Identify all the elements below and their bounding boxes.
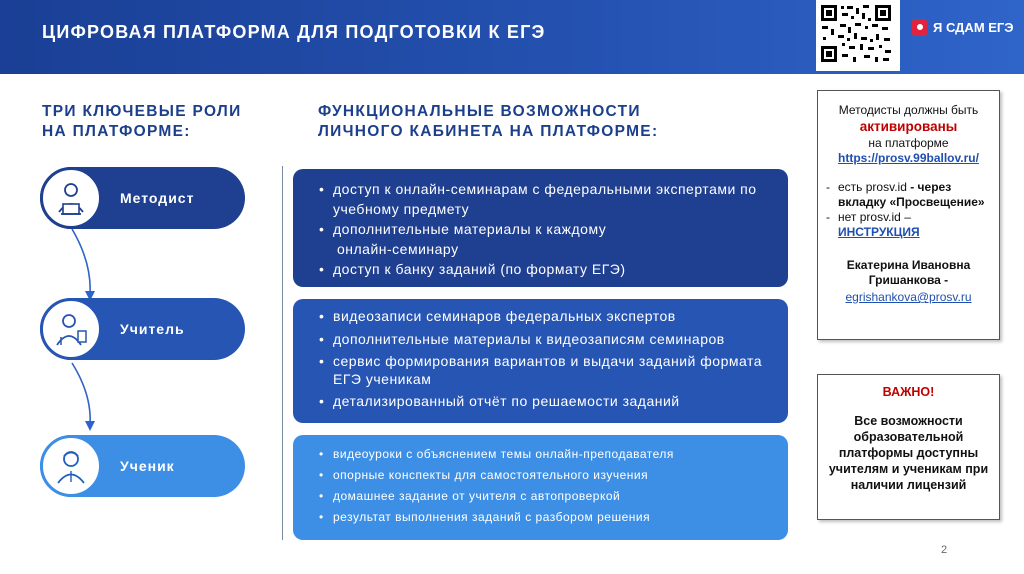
qr-code-icon (816, 0, 900, 71)
note-item-bold: - через вкладку «Просвещение» (838, 180, 985, 209)
teacher-icon (40, 298, 102, 360)
role-label-teacher: Учитель (120, 321, 185, 337)
important-text: Все возможности образовательной платформы доступны учителям и ученикам при наличии лицензий (828, 414, 989, 492)
role-label-student: Ученик (120, 458, 175, 474)
platform-link[interactable]: https://prosv.99ballov.ru/ (838, 151, 979, 165)
instruction-link[interactable]: ИНСТРУКЦИЯ (838, 225, 920, 239)
role-label-methodist: Методист (120, 190, 195, 206)
feature-item: • опорные конспекты для самостоятельного изучения (333, 465, 774, 486)
feature-item: • дополнительные материалы к видеозаписям семинаров (333, 329, 774, 349)
feature-item: • результат выполнения заданий с разбором решения (333, 507, 774, 528)
roles-section-title: ТРИ КЛЮЧЕВЫЕ РОЛИ НА ПЛАТФОРМЕ: (42, 103, 242, 140)
header-bar (0, 0, 1024, 74)
feature-item: • домашнее задание от учителя с автопроверкой (333, 486, 774, 507)
contact-name: Екатерина Ивановна Гришанкова - (846, 258, 971, 287)
logo-text: Я СДАМ ЕГЭ (933, 19, 1014, 35)
contact-email-link[interactable]: egrishankova@prosv.ru (845, 290, 972, 304)
student-icon (40, 435, 102, 497)
activated-text: активированы (859, 119, 958, 134)
methodist-icon (40, 167, 102, 229)
note-item-prefix: есть prosv.id (838, 180, 911, 194)
role-methodist (40, 167, 245, 229)
note-line: Методисты должны быть (838, 103, 979, 117)
features-box-teacher (293, 299, 788, 423)
note-item-prefix: нет prosv.id – (838, 210, 911, 224)
feature-item: • дополнительные материалы к каждому (333, 219, 774, 239)
methodist-activation-note: Методисты должны быть активированы на платформе https://prosv.99ballov.ru/ - есть prosv.id - через вкладку «Просвещение» - нет prosv.id – ИНСТРУКЦИЯ Екатерина Ивановна Гришанкова - egrishankova@prosv.ru (817, 90, 1000, 340)
note-line: на платформе (868, 136, 949, 150)
feature-item: • детализированный отчёт по решаемости заданий (333, 391, 774, 411)
page-title: ЦИФРОВАЯ ПЛАТФОРМА ДЛЯ ПОДГОТОВКИ К ЕГЭ (42, 22, 546, 42)
feature-item-continuation-text: онлайн-семинару (337, 241, 459, 257)
divider-line (282, 166, 283, 540)
logo-mark-icon (912, 19, 927, 36)
feature-item-continuation (333, 239, 774, 259)
brand-logo (912, 15, 1014, 39)
features-box-student (293, 435, 788, 540)
feature-item: • видеоуроки с объяснением темы онлайн-преподавателя (333, 444, 774, 465)
feature-item: • видеозаписи семинаров федеральных экспертов (333, 306, 774, 326)
important-label: ВАЖНО! (882, 385, 935, 399)
important-note (817, 374, 1000, 520)
feature-item: • сервис формирования вариантов и выдачи заданий формата ЕГЭ ученикам (333, 352, 774, 388)
feature-item: • доступ к банку заданий (по формату ЕГЭ) (333, 259, 774, 279)
features-box-methodist (293, 169, 788, 287)
feature-item: • доступ к онлайн-семинарам с федеральными экспертами по учебному предмету (333, 179, 774, 219)
features-section-title: ФУНКЦИОНАЛЬНЫЕ ВОЗМОЖНОСТИ ЛИЧНОГО КАБИНЕТА НА ПЛАТФОРМЕ: (318, 103, 659, 140)
role-teacher (40, 298, 245, 360)
page-number: 2 (941, 544, 948, 556)
role-student (40, 435, 245, 497)
